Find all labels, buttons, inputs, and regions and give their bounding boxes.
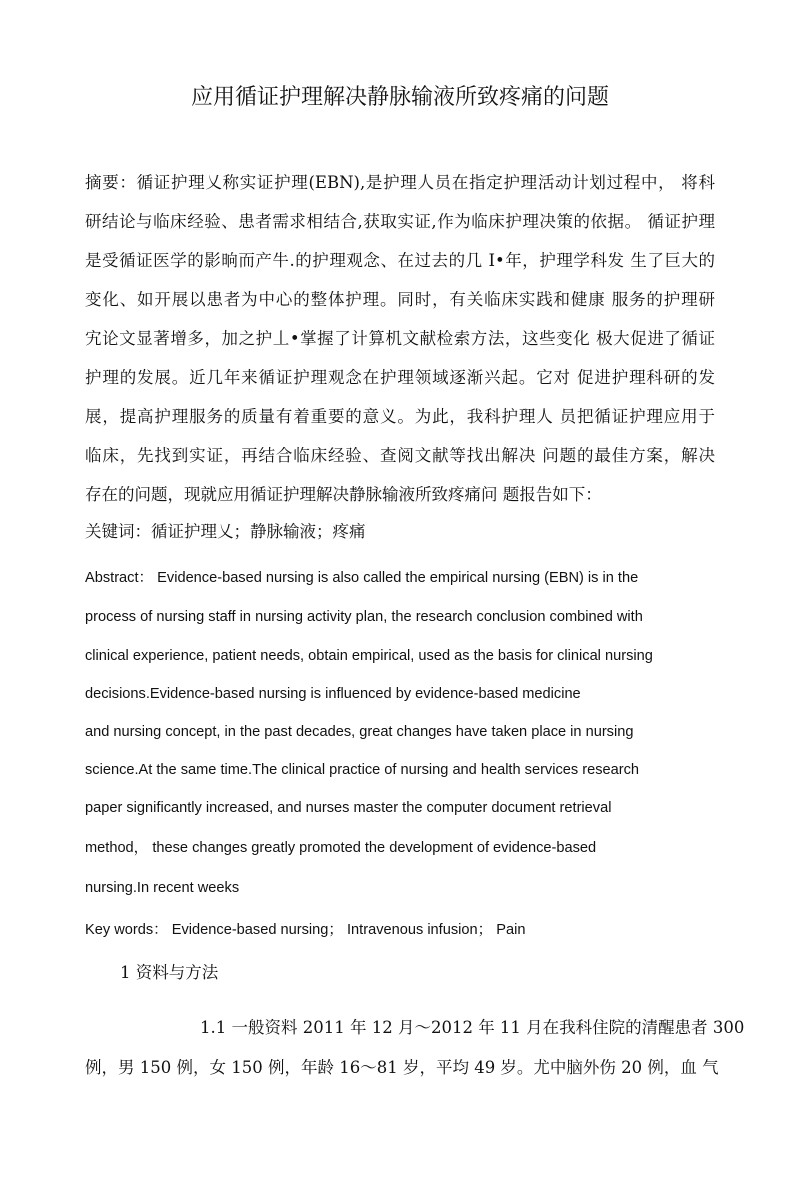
keywords-en: Key words： Evidence-based nursing； Intravenous infusion； Pain — [85, 922, 526, 938]
abstract-cn-line: 展，提高护理服务的质量有着重要的意义。为此，我科护理人 员把循证护理应用于 — [85, 407, 715, 426]
section-body-line: 1.1 一般资料 2011 年 12 月～2012 年 11 月在我科住院的清醒患者 300 — [200, 1018, 745, 1037]
abstract-cn-line: 是受循证医学的影晌而产牛.的护理观念、在过去的几 I•年，护理学科发 生了巨大的 — [85, 251, 715, 270]
abstract-cn-line: 摘要：循证护理乂称实证护理(EBN),是护理人员在指定护理活动计划过程中， 将科 — [85, 173, 715, 192]
abstract-en-line: method， these changes greatly promoted the development of evidence-based — [85, 840, 597, 856]
abstract-cn-line: 变化、如开展以患者为中心的整体护理。同时，有关临床实践和健康 服务的护理研 — [85, 290, 715, 309]
section-heading: 1 资料与方法 — [120, 963, 219, 982]
abstract-en-line: science.At the same time.The clinical practice of nursing and health services research — [85, 762, 640, 778]
abstract-en-line: Abstract： Evidence-based nursing is also called the empirical nursing (EBN) is in the — [85, 570, 639, 586]
abstract-en-line: paper significantly increased, and nurses master the computer document retrieval — [85, 800, 612, 816]
abstract-cn-line: 临床，先找到实证，再结合临床经验、查阅文献等找出解决 问题的最佳方案，解决 — [85, 446, 715, 465]
section-body-line: 例，男 150 例，女 150 例，年龄 16～81 岁，平均 49 岁。尤中脑外伤 20 例，血 气 — [85, 1058, 719, 1077]
abstract-cn-line: 研结论与临床经验、患者需求相结合,获取实证,作为临床护理决策的依据。 循证护理 — [85, 212, 715, 231]
document-title: 应用循证护理解决静脉输液所致疼痛的问题 — [190, 85, 609, 110]
keywords-cn: 关键词：循证护理乂；静脉输液；疼痛 — [85, 522, 366, 541]
abstract-en-line: decisions.Evidence-based nursing is influenced by evidence-based medicine — [85, 686, 581, 702]
abstract-cn-line: 护理的发展。近几年来循证护理观念在护理领域逐渐兴起。它对 促进护理科研的发 — [85, 368, 715, 387]
abstract-en-line: process of nursing staff in nursing activity plan, the research conclusion combined with — [85, 609, 643, 625]
abstract-cn-line: 宄论文显著增多，加之护丄•掌握了计算机文献检索方法，这些变化 极大促进了循证 — [85, 329, 715, 348]
abstract-cn-line: 存在的问题，现就应用循证护理解决静脉输液所致疼痛问 题报告如下： — [85, 485, 602, 504]
abstract-en-line: nursing.In recent weeks — [85, 880, 240, 896]
abstract-en-line: clinical experience, patient needs, obtain empirical, used as the basis for clinical nursing — [85, 648, 653, 664]
abstract-en-line: and nursing concept, in the past decades, great changes have taken place in nursing — [85, 724, 634, 740]
